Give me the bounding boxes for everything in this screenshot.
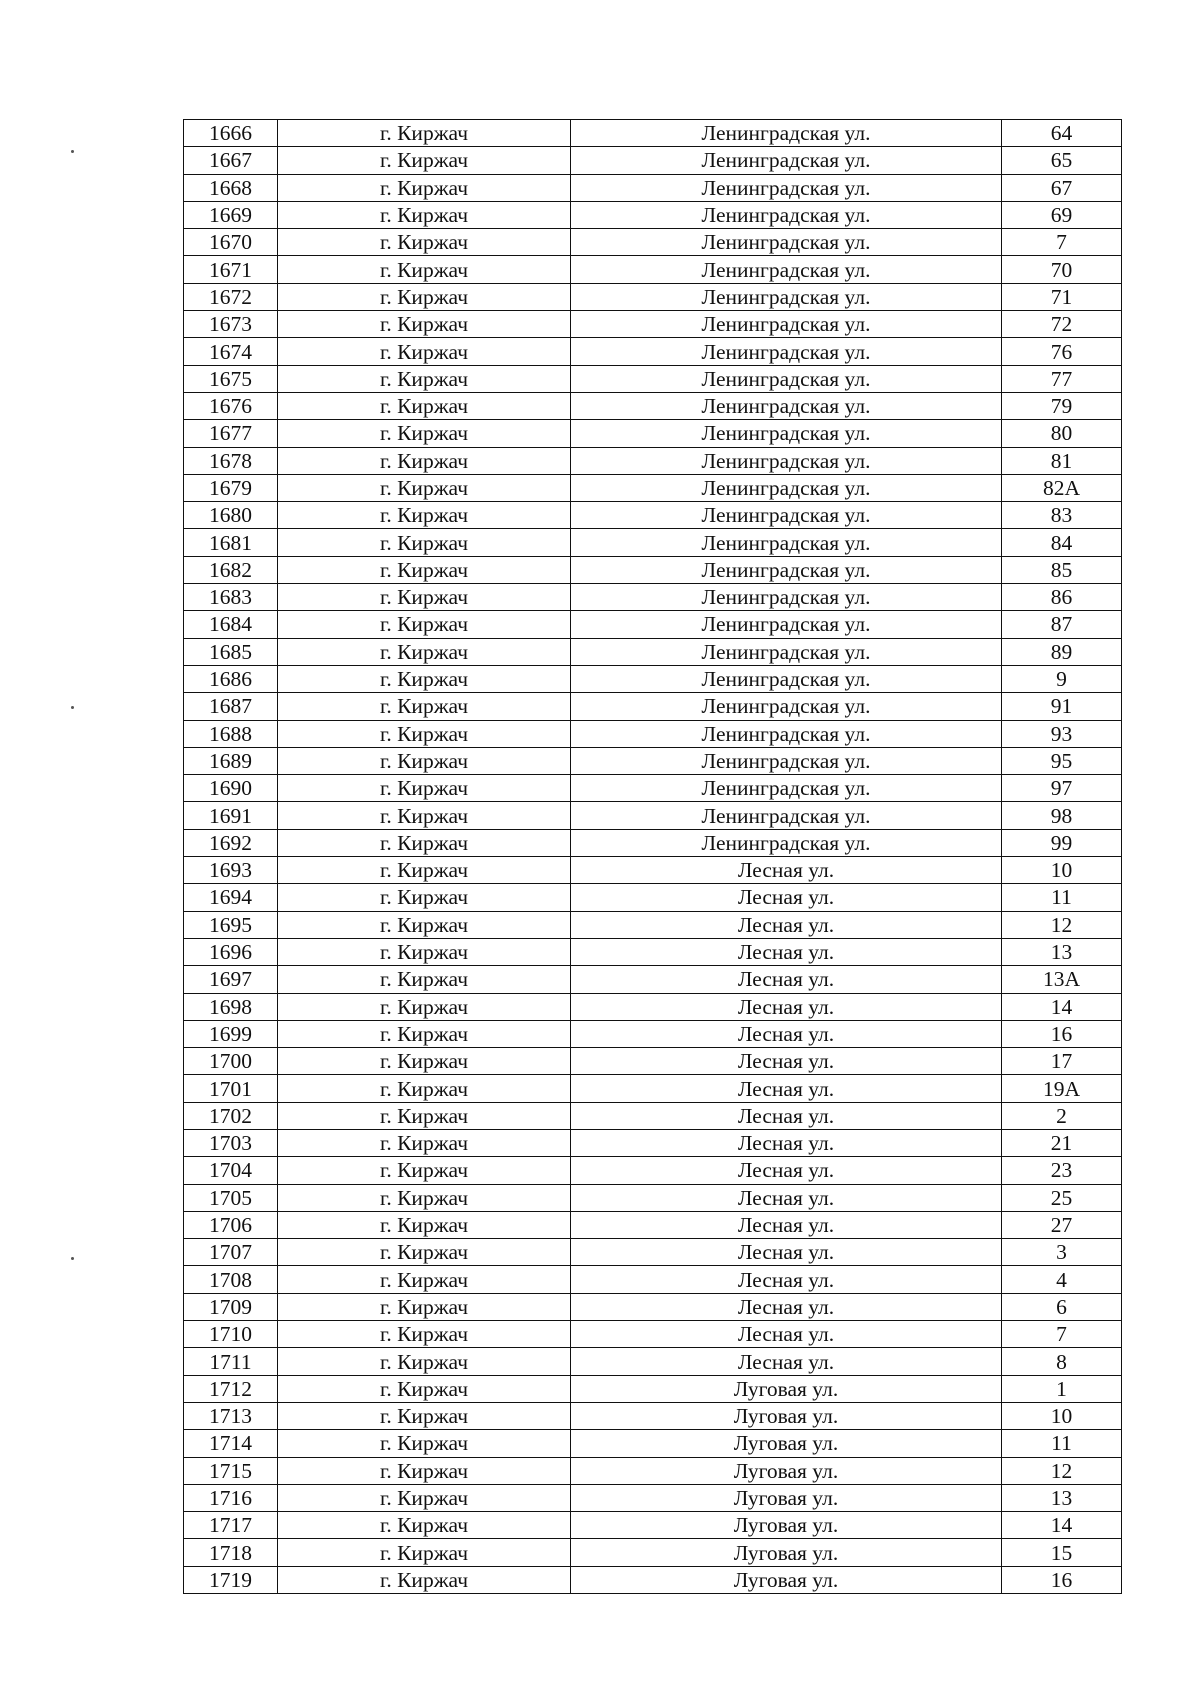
row-number: 1713: [184, 1402, 278, 1429]
street-cell: Лесная ул.: [571, 1266, 1002, 1293]
city-cell: г. Киржач: [278, 1457, 571, 1484]
house-number-cell: 13: [1002, 938, 1122, 965]
row-number: 1716: [184, 1484, 278, 1511]
street-cell: Ленинградская ул.: [571, 720, 1002, 747]
street-cell: Ленинградская ул.: [571, 147, 1002, 174]
house-number-cell: 7: [1002, 1321, 1122, 1348]
row-number: 1680: [184, 502, 278, 529]
street-cell: Лесная ул.: [571, 1020, 1002, 1047]
house-number-cell: 87: [1002, 611, 1122, 638]
street-cell: Луговая ул.: [571, 1512, 1002, 1539]
city-cell: г. Киржач: [278, 611, 571, 638]
city-cell: г. Киржач: [278, 1348, 571, 1375]
city-cell: г. Киржач: [278, 638, 571, 665]
street-cell: Лесная ул.: [571, 911, 1002, 938]
row-number: 1699: [184, 1020, 278, 1047]
street-cell: Ленинградская ул.: [571, 584, 1002, 611]
row-number: 1717: [184, 1512, 278, 1539]
street-cell: Ленинградская ул.: [571, 229, 1002, 256]
table-row: [184, 1075, 1122, 1102]
street-cell: Ленинградская ул.: [571, 174, 1002, 201]
city-cell: г. Киржач: [278, 283, 571, 310]
city-cell: г. Киржач: [278, 1484, 571, 1511]
city-cell: г. Киржач: [278, 474, 571, 501]
house-number-cell: 67: [1002, 174, 1122, 201]
street-cell: Ленинградская ул.: [571, 502, 1002, 529]
house-number-cell: 25: [1002, 1184, 1122, 1211]
table-row: [184, 911, 1122, 938]
city-cell: г. Киржач: [278, 720, 571, 747]
row-number: 1682: [184, 556, 278, 583]
house-number-cell: 77: [1002, 365, 1122, 392]
house-number-cell: 13А: [1002, 966, 1122, 993]
row-number: 1672: [184, 283, 278, 310]
city-cell: г. Киржач: [278, 447, 571, 474]
house-number-cell: 86: [1002, 584, 1122, 611]
city-cell: г. Киржач: [278, 1321, 571, 1348]
table-row: [184, 1020, 1122, 1047]
table-row: [184, 556, 1122, 583]
house-number-cell: 84: [1002, 529, 1122, 556]
street-cell: Лесная ул.: [571, 966, 1002, 993]
row-number: 1704: [184, 1157, 278, 1184]
street-cell: Ленинградская ул.: [571, 365, 1002, 392]
city-cell: г. Киржач: [278, 229, 571, 256]
row-number: 1712: [184, 1375, 278, 1402]
city-cell: г. Киржач: [278, 966, 571, 993]
street-cell: Ленинградская ул.: [571, 665, 1002, 692]
city-cell: г. Киржач: [278, 1293, 571, 1320]
street-cell: Ленинградская ул.: [571, 693, 1002, 720]
house-number-cell: 14: [1002, 993, 1122, 1020]
city-cell: г. Киржач: [278, 747, 571, 774]
city-cell: г. Киржач: [278, 884, 571, 911]
house-number-cell: 91: [1002, 693, 1122, 720]
house-number-cell: 2: [1002, 1102, 1122, 1129]
city-cell: г. Киржач: [278, 529, 571, 556]
city-cell: г. Киржач: [278, 1184, 571, 1211]
street-cell: Лесная ул.: [571, 1048, 1002, 1075]
row-number: 1671: [184, 256, 278, 283]
row-number: 1679: [184, 474, 278, 501]
table-row: [184, 392, 1122, 419]
city-cell: г. Киржач: [278, 502, 571, 529]
table-row: [184, 120, 1122, 147]
city-cell: г. Киржач: [278, 1102, 571, 1129]
street-cell: Ленинградская ул.: [571, 256, 1002, 283]
city-cell: г. Киржач: [278, 1129, 571, 1156]
table-row: [184, 693, 1122, 720]
street-cell: Луговая ул.: [571, 1457, 1002, 1484]
house-number-cell: 16: [1002, 1020, 1122, 1047]
table-row: [184, 1457, 1122, 1484]
street-cell: Ленинградская ул.: [571, 338, 1002, 365]
street-cell: Ленинградская ул.: [571, 392, 1002, 419]
house-number-cell: 72: [1002, 311, 1122, 338]
city-cell: г. Киржач: [278, 665, 571, 692]
row-number: 1677: [184, 420, 278, 447]
street-cell: Луговая ул.: [571, 1375, 1002, 1402]
table-row: [184, 1566, 1122, 1593]
house-number-cell: 3: [1002, 1239, 1122, 1266]
house-number-cell: 79: [1002, 392, 1122, 419]
city-cell: г. Киржач: [278, 1375, 571, 1402]
city-cell: г. Киржач: [278, 201, 571, 228]
street-cell: Ленинградская ул.: [571, 775, 1002, 802]
row-number: 1719: [184, 1566, 278, 1593]
house-number-cell: 82А: [1002, 474, 1122, 501]
house-number-cell: 71: [1002, 283, 1122, 310]
table-row: [184, 884, 1122, 911]
row-number: 1709: [184, 1293, 278, 1320]
street-cell: Луговая ул.: [571, 1539, 1002, 1566]
table-row: [184, 857, 1122, 884]
city-cell: г. Киржач: [278, 256, 571, 283]
table-row: [184, 802, 1122, 829]
row-number: 1676: [184, 392, 278, 419]
row-number: 1668: [184, 174, 278, 201]
city-cell: г. Киржач: [278, 802, 571, 829]
house-number-cell: 98: [1002, 802, 1122, 829]
row-number: 1708: [184, 1266, 278, 1293]
table-row: [184, 229, 1122, 256]
house-number-cell: 89: [1002, 638, 1122, 665]
row-number: 1686: [184, 665, 278, 692]
house-number-cell: 17: [1002, 1048, 1122, 1075]
house-number-cell: 11: [1002, 884, 1122, 911]
house-number-cell: 4: [1002, 1266, 1122, 1293]
table-row: [184, 502, 1122, 529]
table-row: [184, 993, 1122, 1020]
table-row: [184, 529, 1122, 556]
street-cell: Ленинградская ул.: [571, 829, 1002, 856]
row-number: 1705: [184, 1184, 278, 1211]
street-cell: Лесная ул.: [571, 1157, 1002, 1184]
city-cell: г. Киржач: [278, 1020, 571, 1047]
house-number-cell: 93: [1002, 720, 1122, 747]
street-cell: Ленинградская ул.: [571, 556, 1002, 583]
row-number: 1683: [184, 584, 278, 611]
street-cell: Ленинградская ул.: [571, 311, 1002, 338]
city-cell: г. Киржач: [278, 775, 571, 802]
house-number-cell: 27: [1002, 1211, 1122, 1238]
house-number-cell: 76: [1002, 338, 1122, 365]
house-number-cell: 8: [1002, 1348, 1122, 1375]
house-number-cell: 21: [1002, 1129, 1122, 1156]
house-number-cell: 6: [1002, 1293, 1122, 1320]
street-cell: Лесная ул.: [571, 1184, 1002, 1211]
table-row: [184, 1512, 1122, 1539]
table-row: [184, 1321, 1122, 1348]
row-number: 1681: [184, 529, 278, 556]
house-number-cell: 99: [1002, 829, 1122, 856]
table-row: [184, 1184, 1122, 1211]
street-cell: Лесная ул.: [571, 1211, 1002, 1238]
city-cell: г. Киржач: [278, 1430, 571, 1457]
street-cell: Лесная ул.: [571, 1321, 1002, 1348]
city-cell: г. Киржач: [278, 1075, 571, 1102]
street-cell: Ленинградская ул.: [571, 747, 1002, 774]
row-number: 1693: [184, 857, 278, 884]
table-row: [184, 420, 1122, 447]
house-number-cell: 95: [1002, 747, 1122, 774]
city-cell: г. Киржач: [278, 1512, 571, 1539]
house-number-cell: 16: [1002, 1566, 1122, 1593]
table-row: [184, 1484, 1122, 1511]
row-number: 1696: [184, 938, 278, 965]
row-number: 1702: [184, 1102, 278, 1129]
table-row: [184, 1539, 1122, 1566]
table-row: [184, 283, 1122, 310]
table-row: [184, 1048, 1122, 1075]
row-number: 1710: [184, 1321, 278, 1348]
row-number: 1701: [184, 1075, 278, 1102]
row-number: 1703: [184, 1129, 278, 1156]
table-row: [184, 611, 1122, 638]
city-cell: г. Киржач: [278, 174, 571, 201]
row-number: 1667: [184, 147, 278, 174]
row-number: 1715: [184, 1457, 278, 1484]
street-cell: Ленинградская ул.: [571, 529, 1002, 556]
city-cell: г. Киржач: [278, 1048, 571, 1075]
row-number: 1685: [184, 638, 278, 665]
scan-speck: [71, 1257, 74, 1260]
table-row: [184, 1239, 1122, 1266]
row-number: 1714: [184, 1430, 278, 1457]
row-number: 1692: [184, 829, 278, 856]
house-number-cell: 9: [1002, 665, 1122, 692]
city-cell: г. Киржач: [278, 857, 571, 884]
city-cell: г. Киржач: [278, 420, 571, 447]
street-cell: Лесная ул.: [571, 938, 1002, 965]
city-cell: г. Киржач: [278, 911, 571, 938]
row-number: 1706: [184, 1211, 278, 1238]
city-cell: г. Киржач: [278, 1566, 571, 1593]
table-row: [184, 1102, 1122, 1129]
row-number: 1687: [184, 693, 278, 720]
street-cell: Луговая ул.: [571, 1566, 1002, 1593]
city-cell: г. Киржач: [278, 993, 571, 1020]
street-cell: Ленинградская ул.: [571, 120, 1002, 147]
house-number-cell: 85: [1002, 556, 1122, 583]
row-number: 1690: [184, 775, 278, 802]
row-number: 1673: [184, 311, 278, 338]
table-row: [184, 174, 1122, 201]
street-cell: Лесная ул.: [571, 993, 1002, 1020]
table-row: [184, 1157, 1122, 1184]
row-number: 1694: [184, 884, 278, 911]
table-row: [184, 665, 1122, 692]
house-number-cell: 7: [1002, 229, 1122, 256]
table-row: [184, 1293, 1122, 1320]
house-number-cell: 12: [1002, 911, 1122, 938]
house-number-cell: 13: [1002, 1484, 1122, 1511]
house-number-cell: 70: [1002, 256, 1122, 283]
city-cell: г. Киржач: [278, 1266, 571, 1293]
row-number: 1698: [184, 993, 278, 1020]
table-row: [184, 1402, 1122, 1429]
table-row: [184, 338, 1122, 365]
house-number-cell: 65: [1002, 147, 1122, 174]
table-row: [184, 447, 1122, 474]
street-cell: Лесная ул.: [571, 884, 1002, 911]
city-cell: г. Киржач: [278, 365, 571, 392]
house-number-cell: 10: [1002, 857, 1122, 884]
street-cell: Ленинградская ул.: [571, 474, 1002, 501]
street-cell: Луговая ул.: [571, 1402, 1002, 1429]
row-number: 1691: [184, 802, 278, 829]
row-number: 1695: [184, 911, 278, 938]
house-number-cell: 23: [1002, 1157, 1122, 1184]
street-cell: Ленинградская ул.: [571, 611, 1002, 638]
house-number-cell: 11: [1002, 1430, 1122, 1457]
house-number-cell: 64: [1002, 120, 1122, 147]
scan-speck: [71, 150, 74, 153]
table-row: [184, 720, 1122, 747]
city-cell: г. Киржач: [278, 584, 571, 611]
house-number-cell: 81: [1002, 447, 1122, 474]
city-cell: г. Киржач: [278, 1539, 571, 1566]
table-row: [184, 1430, 1122, 1457]
street-cell: Ленинградская ул.: [571, 283, 1002, 310]
row-number: 1666: [184, 120, 278, 147]
street-cell: Ленинградская ул.: [571, 447, 1002, 474]
table-row: [184, 1375, 1122, 1402]
house-number-cell: 10: [1002, 1402, 1122, 1429]
row-number: 1674: [184, 338, 278, 365]
house-number-cell: 1: [1002, 1375, 1122, 1402]
table-row: [184, 311, 1122, 338]
street-cell: Лесная ул.: [571, 1293, 1002, 1320]
street-cell: Лесная ул.: [571, 1348, 1002, 1375]
street-cell: Луговая ул.: [571, 1484, 1002, 1511]
street-cell: Лесная ул.: [571, 1239, 1002, 1266]
table-row: [184, 201, 1122, 228]
street-cell: Ленинградская ул.: [571, 638, 1002, 665]
house-number-cell: 14: [1002, 1512, 1122, 1539]
table-row: [184, 966, 1122, 993]
house-number-cell: 15: [1002, 1539, 1122, 1566]
row-number: 1669: [184, 201, 278, 228]
table-row: [184, 747, 1122, 774]
house-number-cell: 80: [1002, 420, 1122, 447]
street-cell: Луговая ул.: [571, 1430, 1002, 1457]
table-row: [184, 638, 1122, 665]
street-cell: Лесная ул.: [571, 1129, 1002, 1156]
street-cell: Ленинградская ул.: [571, 420, 1002, 447]
scan-speck: [71, 706, 74, 709]
row-number: 1684: [184, 611, 278, 638]
table-row: [184, 1129, 1122, 1156]
house-number-cell: 19А: [1002, 1075, 1122, 1102]
row-number: 1678: [184, 447, 278, 474]
table-row: [184, 1266, 1122, 1293]
city-cell: г. Киржач: [278, 693, 571, 720]
table-row: [184, 1348, 1122, 1375]
city-cell: г. Киржач: [278, 147, 571, 174]
street-cell: Ленинградская ул.: [571, 802, 1002, 829]
city-cell: г. Киржач: [278, 311, 571, 338]
house-number-cell: 69: [1002, 201, 1122, 228]
row-number: 1707: [184, 1239, 278, 1266]
city-cell: г. Киржач: [278, 1402, 571, 1429]
house-number-cell: 97: [1002, 775, 1122, 802]
address-table-body: [184, 120, 1122, 1594]
table-row: [184, 829, 1122, 856]
row-number: 1675: [184, 365, 278, 392]
city-cell: г. Киржач: [278, 1157, 571, 1184]
table-row: [184, 584, 1122, 611]
address-table: [183, 119, 1122, 1594]
city-cell: г. Киржач: [278, 1239, 571, 1266]
row-number: 1700: [184, 1048, 278, 1075]
row-number: 1670: [184, 229, 278, 256]
table-row: [184, 147, 1122, 174]
house-number-cell: 83: [1002, 502, 1122, 529]
table-row: [184, 256, 1122, 283]
row-number: 1718: [184, 1539, 278, 1566]
row-number: 1689: [184, 747, 278, 774]
table-row: [184, 474, 1122, 501]
house-number-cell: 12: [1002, 1457, 1122, 1484]
row-number: 1688: [184, 720, 278, 747]
street-cell: Лесная ул.: [571, 1075, 1002, 1102]
row-number: 1711: [184, 1348, 278, 1375]
table-row: [184, 938, 1122, 965]
city-cell: г. Киржач: [278, 829, 571, 856]
city-cell: г. Киржач: [278, 1211, 571, 1238]
city-cell: г. Киржач: [278, 120, 571, 147]
city-cell: г. Киржач: [278, 338, 571, 365]
table-row: [184, 1211, 1122, 1238]
table-row: [184, 365, 1122, 392]
city-cell: г. Киржач: [278, 556, 571, 583]
street-cell: Ленинградская ул.: [571, 201, 1002, 228]
street-cell: Лесная ул.: [571, 1102, 1002, 1129]
table-row: [184, 775, 1122, 802]
street-cell: Лесная ул.: [571, 857, 1002, 884]
city-cell: г. Киржач: [278, 392, 571, 419]
city-cell: г. Киржач: [278, 938, 571, 965]
row-number: 1697: [184, 966, 278, 993]
